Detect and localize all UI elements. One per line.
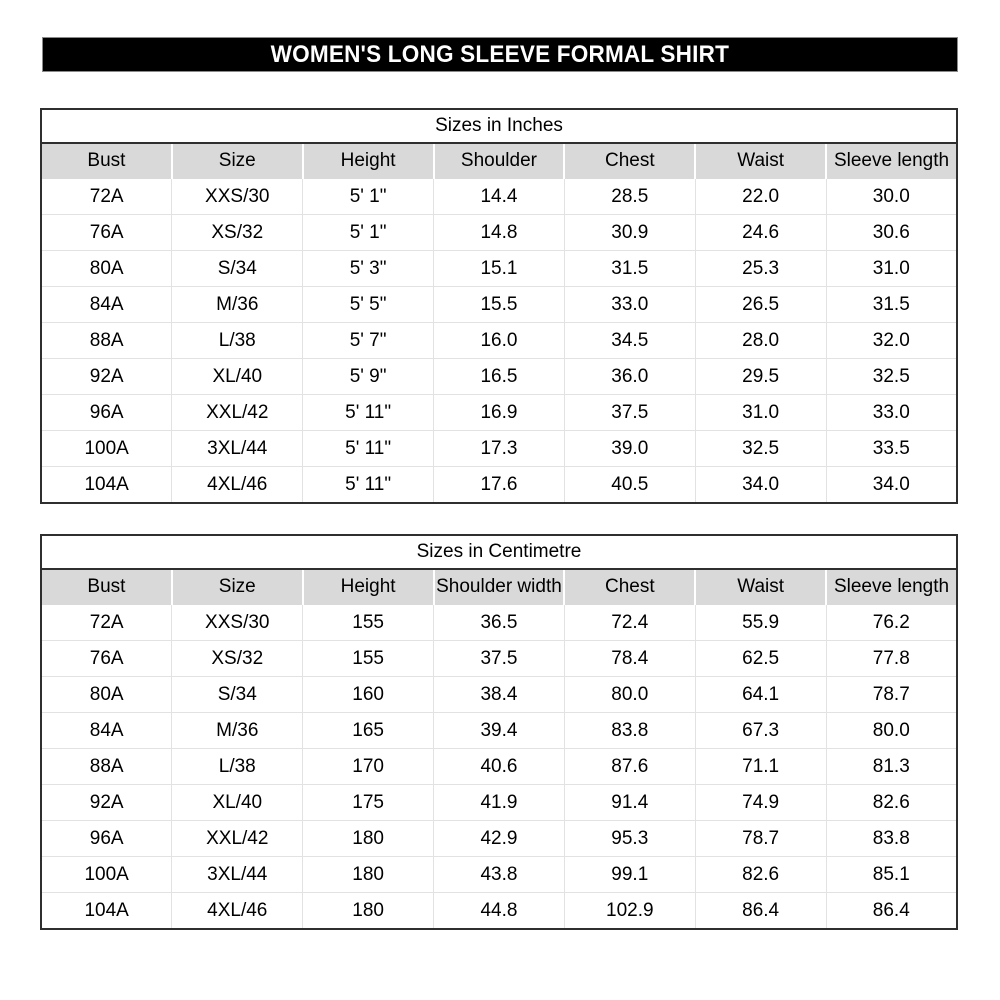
table-cell: 5' 5" — [303, 287, 434, 323]
table-cell: 55.9 — [695, 605, 826, 641]
table-cell: 88A — [41, 323, 172, 359]
table-cell: S/34 — [172, 251, 303, 287]
table-cell: 4XL/46 — [172, 893, 303, 930]
table-row — [41, 179, 957, 215]
table-cell: 78.7 — [826, 677, 957, 713]
column-header: Waist — [695, 143, 826, 179]
table-cell: 16.9 — [434, 395, 565, 431]
table-cell: 87.6 — [564, 749, 695, 785]
table-cell: 3XL/44 — [172, 857, 303, 893]
table-cell: 155 — [303, 641, 434, 677]
caption-row — [41, 109, 957, 143]
table-row — [41, 251, 957, 287]
table-row — [41, 713, 957, 749]
column-header: Bust — [41, 569, 172, 605]
table-cell: 5' 1" — [303, 215, 434, 251]
table-cell: 22.0 — [695, 179, 826, 215]
centimetre-size-table — [40, 534, 958, 930]
table-cell: 72.4 — [564, 605, 695, 641]
table-cell: 78.7 — [695, 821, 826, 857]
column-header: Sleeve length — [826, 143, 957, 179]
table-cell: 25.3 — [695, 251, 826, 287]
table-cell: 16.5 — [434, 359, 565, 395]
table-cell: 34.0 — [826, 467, 957, 504]
table-cell: M/36 — [172, 713, 303, 749]
table-row — [41, 467, 957, 504]
table-row — [41, 323, 957, 359]
table-cell: 5' 7" — [303, 323, 434, 359]
table-cell: 71.1 — [695, 749, 826, 785]
table-cell: XXS/30 — [172, 179, 303, 215]
table-row — [41, 641, 957, 677]
table-cell: 78.4 — [564, 641, 695, 677]
table-row — [41, 821, 957, 857]
table-cell: 72A — [41, 179, 172, 215]
table-cell: 17.3 — [434, 431, 565, 467]
column-header: Bust — [41, 143, 172, 179]
table-cell: 28.5 — [564, 179, 695, 215]
table-cell: 175 — [303, 785, 434, 821]
table-cell: 5' 11" — [303, 467, 434, 504]
header-row — [41, 143, 957, 179]
table-cell: 82.6 — [695, 857, 826, 893]
table-cell: 24.6 — [695, 215, 826, 251]
table-cell: 76A — [41, 641, 172, 677]
table-caption: Sizes in Centimetre — [41, 535, 957, 569]
table-cell: L/38 — [172, 749, 303, 785]
table-cell: 83.8 — [564, 713, 695, 749]
table-cell: 86.4 — [826, 893, 957, 930]
table-cell: 5' 9" — [303, 359, 434, 395]
table-cell: 100A — [41, 857, 172, 893]
table-cell: 96A — [41, 821, 172, 857]
column-header: Height — [303, 569, 434, 605]
table-cell: 15.5 — [434, 287, 565, 323]
table-cell: 33.0 — [826, 395, 957, 431]
table-row — [41, 605, 957, 641]
table-row — [41, 287, 957, 323]
table-cell: 17.6 — [434, 467, 565, 504]
column-header: Shoulder — [434, 143, 565, 179]
table-row — [41, 395, 957, 431]
table-row — [41, 431, 957, 467]
table-cell: 5' 3" — [303, 251, 434, 287]
table-cell: 160 — [303, 677, 434, 713]
table-cell: 37.5 — [564, 395, 695, 431]
table-cell: 41.9 — [434, 785, 565, 821]
table-cell: 33.0 — [564, 287, 695, 323]
table-cell: 77.8 — [826, 641, 957, 677]
table-cell: 16.0 — [434, 323, 565, 359]
table-cell: 155 — [303, 605, 434, 641]
table-cell: XL/40 — [172, 785, 303, 821]
table-cell: 88A — [41, 749, 172, 785]
caption-row — [41, 535, 957, 569]
table-cell: M/36 — [172, 287, 303, 323]
table-cell: 14.4 — [434, 179, 565, 215]
column-header: Chest — [564, 569, 695, 605]
table-cell: 4XL/46 — [172, 467, 303, 504]
table-cell: 30.0 — [826, 179, 957, 215]
table-cell: 40.5 — [564, 467, 695, 504]
table-cell: 36.5 — [434, 605, 565, 641]
table-cell: 74.9 — [695, 785, 826, 821]
table-row — [41, 215, 957, 251]
table-cell: 29.5 — [695, 359, 826, 395]
table-cell: 26.5 — [695, 287, 826, 323]
table-cell: 32.5 — [826, 359, 957, 395]
table-cell: 96A — [41, 395, 172, 431]
table-cell: 39.4 — [434, 713, 565, 749]
table-cell: 104A — [41, 467, 172, 504]
table-cell: 80A — [41, 251, 172, 287]
column-header: Size — [172, 569, 303, 605]
table-cell: 31.5 — [826, 287, 957, 323]
table-cell: 37.5 — [434, 641, 565, 677]
table-cell: 36.0 — [564, 359, 695, 395]
table-cell: 32.0 — [826, 323, 957, 359]
table-cell: 32.5 — [695, 431, 826, 467]
table-cell: 165 — [303, 713, 434, 749]
table-cell: XXL/42 — [172, 821, 303, 857]
title-banner — [42, 37, 958, 72]
table-cell: 14.8 — [434, 215, 565, 251]
table-row — [41, 857, 957, 893]
table-cell: 72A — [41, 605, 172, 641]
table-cell: 3XL/44 — [172, 431, 303, 467]
table-cell: 81.3 — [826, 749, 957, 785]
table-cell: S/34 — [172, 677, 303, 713]
table-cell: 43.8 — [434, 857, 565, 893]
table-cell: 64.1 — [695, 677, 826, 713]
inches-size-table — [40, 108, 958, 504]
table-cell: 31.0 — [826, 251, 957, 287]
table-cell: 5' 11" — [303, 395, 434, 431]
table-cell: 83.8 — [826, 821, 957, 857]
table-cell: 76.2 — [826, 605, 957, 641]
table-cell: 62.5 — [695, 641, 826, 677]
table-cell: 33.5 — [826, 431, 957, 467]
table-cell: 102.9 — [564, 893, 695, 930]
table-cell: 76A — [41, 215, 172, 251]
table-cell: XS/32 — [172, 641, 303, 677]
table-cell: 40.6 — [434, 749, 565, 785]
table-cell: 39.0 — [564, 431, 695, 467]
table-cell: 180 — [303, 821, 434, 857]
table-cell: 44.8 — [434, 893, 565, 930]
table-cell: 34.0 — [695, 467, 826, 504]
table-cell: 92A — [41, 785, 172, 821]
table-cell: 104A — [41, 893, 172, 930]
table-cell: 85.1 — [826, 857, 957, 893]
table-cell: 86.4 — [695, 893, 826, 930]
table-cell: 5' 1" — [303, 179, 434, 215]
table-cell: 82.6 — [826, 785, 957, 821]
table-cell: 5' 11" — [303, 431, 434, 467]
table-cell: 180 — [303, 893, 434, 930]
column-header: Sleeve length — [826, 569, 957, 605]
table-caption: Sizes in Inches — [41, 109, 957, 143]
table-cell: 31.0 — [695, 395, 826, 431]
column-header: Size — [172, 143, 303, 179]
table-cell: 80.0 — [564, 677, 695, 713]
table-cell: XXL/42 — [172, 395, 303, 431]
table-row — [41, 749, 957, 785]
table-cell: 92A — [41, 359, 172, 395]
table-row — [41, 359, 957, 395]
table-cell: 84A — [41, 287, 172, 323]
table-cell: 91.4 — [564, 785, 695, 821]
table-cell: 42.9 — [434, 821, 565, 857]
table-cell: 34.5 — [564, 323, 695, 359]
table-cell: 170 — [303, 749, 434, 785]
table-cell: 99.1 — [564, 857, 695, 893]
table-cell: 15.1 — [434, 251, 565, 287]
column-header: Height — [303, 143, 434, 179]
table-row — [41, 677, 957, 713]
table-cell: L/38 — [172, 323, 303, 359]
table-cell: XXS/30 — [172, 605, 303, 641]
table-cell: 31.5 — [564, 251, 695, 287]
table-cell: 30.9 — [564, 215, 695, 251]
table-cell: XL/40 — [172, 359, 303, 395]
table-cell: 180 — [303, 857, 434, 893]
page-title: WOMEN'S LONG SLEEVE FORMAL SHIRT — [270, 40, 730, 68]
table-cell: 80A — [41, 677, 172, 713]
table-cell: 100A — [41, 431, 172, 467]
table-row — [41, 893, 957, 930]
table-cell: 30.6 — [826, 215, 957, 251]
table-row — [41, 785, 957, 821]
table-cell: XS/32 — [172, 215, 303, 251]
table-cell: 67.3 — [695, 713, 826, 749]
table-cell: 95.3 — [564, 821, 695, 857]
column-header: Shoulder width — [434, 569, 565, 605]
header-row — [41, 569, 957, 605]
column-header: Chest — [564, 143, 695, 179]
column-header: Waist — [695, 569, 826, 605]
table-cell: 38.4 — [434, 677, 565, 713]
table-cell: 28.0 — [695, 323, 826, 359]
table-cell: 84A — [41, 713, 172, 749]
table-cell: 80.0 — [826, 713, 957, 749]
